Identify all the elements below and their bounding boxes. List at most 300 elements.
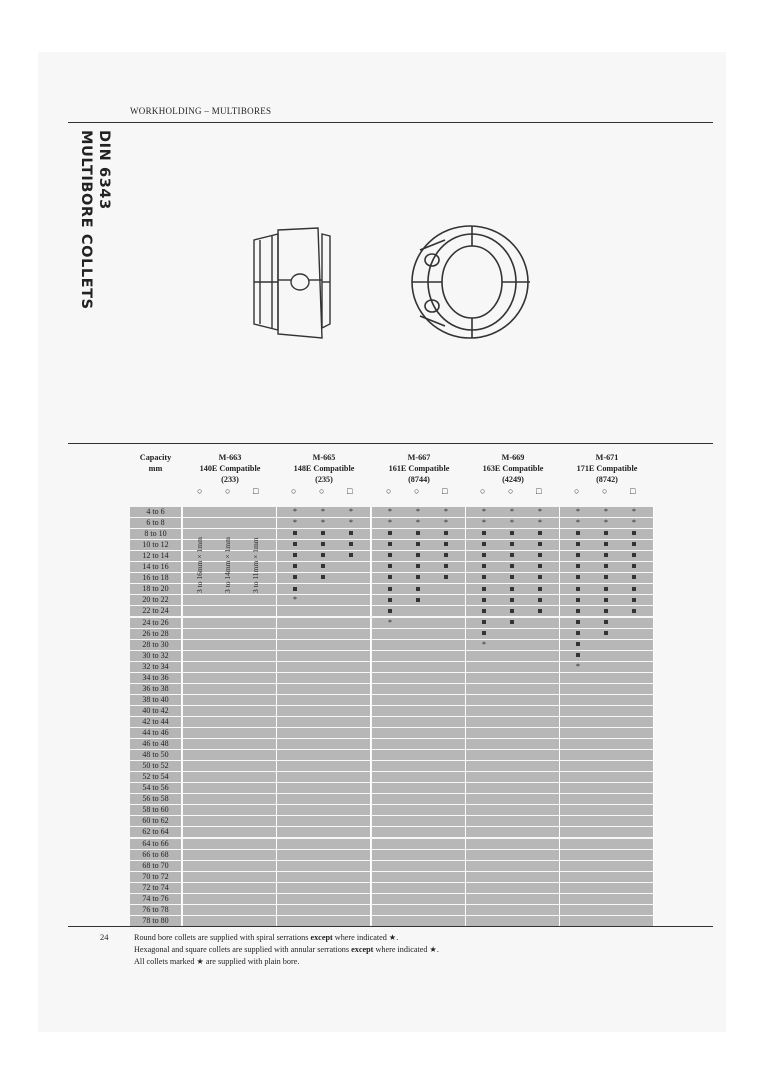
table-row: [130, 695, 654, 705]
square-mark: [576, 562, 580, 572]
square-bore-symbol: □: [630, 486, 636, 496]
square-mark: [538, 595, 542, 605]
group-header-m-669: [466, 452, 560, 485]
group-header-m-671: [560, 452, 654, 485]
square-mark: [293, 529, 297, 539]
star-mark: *: [510, 518, 514, 528]
group-cell: [560, 706, 654, 716]
group-header-m-667: [372, 452, 466, 485]
round-bore-symbol: ○: [480, 486, 486, 496]
square-mark: [388, 573, 392, 583]
group-cell: [372, 794, 466, 804]
capacity-cell: 72 to 74: [130, 883, 182, 893]
group-cell: [183, 850, 277, 860]
table-row: [130, 728, 654, 738]
star-mark: *: [538, 518, 542, 528]
square-mark: [632, 584, 636, 594]
square-mark: [632, 529, 636, 539]
group-cell: [372, 916, 466, 926]
capacity-cell: 22 to 24: [130, 606, 182, 616]
group-cell: [277, 861, 371, 871]
group-cell: [466, 805, 560, 815]
group-cell: [277, 684, 371, 694]
capacity-cell: 46 to 48: [130, 739, 182, 749]
round-bore-symbol: ○: [386, 486, 392, 496]
capacity-cell: 6 to 8: [130, 518, 182, 528]
round-bore-symbol: ○: [197, 486, 203, 496]
group-cell: [372, 618, 466, 628]
capacity-unit: mm: [148, 464, 163, 473]
group-cell: [372, 761, 466, 771]
star-mark: *: [510, 507, 514, 516]
capacity-header: [128, 452, 183, 474]
square-mark: [632, 595, 636, 605]
group-cell: [277, 662, 371, 672]
group-cell: [560, 894, 654, 904]
group-cell: [372, 651, 466, 661]
table-row: [130, 805, 654, 815]
group-cell: [560, 651, 654, 661]
group-cell: [466, 916, 560, 926]
capacity-cell: 44 to 46: [130, 728, 182, 738]
capacity-cell: 62 to 64: [130, 827, 182, 837]
star-mark: *: [293, 595, 297, 605]
group-cell: [183, 827, 277, 837]
group-cell: [560, 872, 654, 882]
capacity-cell: 36 to 38: [130, 684, 182, 694]
group-cell: [466, 905, 560, 915]
square-mark: [538, 540, 542, 550]
square-mark: [538, 584, 542, 594]
table-row: [130, 761, 654, 771]
square-mark: [416, 540, 420, 550]
table-row: [130, 750, 654, 760]
round-bore-symbol: ○: [291, 486, 297, 496]
table-row: [130, 518, 654, 528]
star-mark: *: [632, 507, 636, 516]
table-row: [130, 839, 654, 849]
group-cell: [277, 717, 371, 727]
group-cell: [372, 850, 466, 860]
square-mark: [293, 573, 297, 583]
square-mark: [482, 595, 486, 605]
round-bore-symbol: ○: [319, 486, 325, 496]
table-row: [130, 816, 654, 826]
square-mark: [388, 584, 392, 594]
table-row: [130, 706, 654, 716]
group-cell: [183, 706, 277, 716]
square-mark: [604, 551, 608, 561]
table-row: [130, 872, 654, 882]
group-cell: [560, 916, 654, 926]
group-cell: [560, 684, 654, 694]
group-cell: [183, 861, 277, 871]
square-mark: [604, 562, 608, 572]
square-mark: [576, 551, 580, 561]
group-cell: [466, 750, 560, 760]
group-cell: [560, 861, 654, 871]
group-cell: [277, 618, 371, 628]
star-mark: *: [444, 518, 448, 528]
square-mark: [321, 540, 325, 550]
table-row: [130, 783, 654, 793]
group-code: M-667: [407, 453, 431, 462]
square-mark: [576, 584, 580, 594]
group-cell: [183, 794, 277, 804]
group-cell: [183, 606, 277, 616]
m663-range-label: 3 to 16mm × 1mm: [195, 537, 204, 593]
square-mark: [388, 551, 392, 561]
square-mark: [510, 562, 514, 572]
star-mark: *: [293, 507, 297, 516]
square-bore-symbol: □: [253, 486, 259, 496]
group-cell: [372, 662, 466, 672]
capacity-cell: 10 to 12: [130, 540, 182, 550]
group-cell: [277, 772, 371, 782]
round-bore-symbol: ○: [602, 486, 608, 496]
group-cell: [466, 706, 560, 716]
square-mark: [604, 584, 608, 594]
group-cell: [183, 739, 277, 749]
group-cell: [277, 595, 371, 605]
group-cell: [277, 651, 371, 661]
square-mark: [321, 573, 325, 583]
table-row: [130, 827, 654, 837]
group-cell: [466, 651, 560, 661]
table-row: [130, 772, 654, 782]
group-cell: [560, 805, 654, 815]
group-cell: [183, 916, 277, 926]
note-round: Round bore collets are supplied with spiral serrations except where indicated ★.: [134, 933, 399, 942]
group-cell: [277, 606, 371, 616]
group-cell: [277, 761, 371, 771]
group-ref: (233): [221, 475, 239, 484]
square-mark: [482, 618, 486, 628]
group-cell: [372, 783, 466, 793]
group-cell: [183, 717, 277, 727]
capacity-cell: 26 to 28: [130, 629, 182, 639]
running-head: WORKHOLDING – MULTIBORES: [130, 106, 272, 116]
collet-illustration: [240, 220, 540, 350]
square-mark: [632, 606, 636, 616]
square-mark: [482, 540, 486, 550]
group-ref: (4249): [502, 475, 524, 484]
group-cell: [277, 816, 371, 826]
square-mark: [604, 629, 608, 639]
square-mark: [482, 562, 486, 572]
group-cell: [372, 717, 466, 727]
capacity-cell: 54 to 56: [130, 783, 182, 793]
square-mark: [604, 540, 608, 550]
group-cell: [372, 695, 466, 705]
capacity-cell: 42 to 44: [130, 717, 182, 727]
square-mark: [416, 529, 420, 539]
square-mark: [444, 540, 448, 550]
square-mark: [349, 529, 353, 539]
square-mark: [538, 551, 542, 561]
group-cell: [372, 805, 466, 815]
group-ref: (8742): [596, 475, 618, 484]
group-cell: [372, 606, 466, 616]
square-mark: [388, 562, 392, 572]
group-cell: [277, 916, 371, 926]
square-mark: [510, 606, 514, 616]
group-cell: [372, 839, 466, 849]
capacity-cell: 48 to 50: [130, 750, 182, 760]
group-ref: (8744): [408, 475, 430, 484]
table-row: [130, 883, 654, 893]
group-cell: [466, 794, 560, 804]
group-cell: [466, 640, 560, 650]
group-cell: [466, 861, 560, 871]
square-mark: [510, 595, 514, 605]
square-mark: [416, 595, 420, 605]
table-row: [130, 861, 654, 871]
square-mark: [321, 529, 325, 539]
capacity-cell: 32 to 34: [130, 662, 182, 672]
table-row: [130, 673, 654, 683]
star-mark: *: [482, 639, 486, 649]
capacity-cell: 50 to 52: [130, 761, 182, 771]
group-cell: [183, 518, 277, 528]
group-cell: [372, 894, 466, 904]
group-cell: [466, 816, 560, 826]
group-cell: [183, 772, 277, 782]
table-row: [130, 739, 654, 749]
group-code: M-669: [501, 453, 525, 462]
group-cell: [372, 816, 466, 826]
square-mark: [538, 573, 542, 583]
capacity-cell: 14 to 16: [130, 562, 182, 572]
group-cell: [560, 640, 654, 650]
table-row: [130, 640, 654, 650]
square-mark: [349, 551, 353, 561]
capacity-cell: 38 to 40: [130, 695, 182, 705]
table-row: [130, 794, 654, 804]
square-bore-symbol: □: [442, 486, 448, 496]
group-cell: [560, 673, 654, 683]
square-mark: [416, 573, 420, 583]
square-mark: [632, 562, 636, 572]
square-mark: [293, 551, 297, 561]
table-row: [130, 651, 654, 661]
group-cell: [466, 695, 560, 705]
table-row: [130, 905, 654, 915]
group-cell: [372, 640, 466, 650]
group-cell: [277, 905, 371, 915]
square-mark: [576, 595, 580, 605]
group-cell: [277, 695, 371, 705]
group-code: M-671: [595, 453, 619, 462]
group-cell: [277, 839, 371, 849]
square-mark: [576, 618, 580, 628]
table-top-rule: [68, 443, 713, 444]
square-mark: [482, 606, 486, 616]
group-cell: [183, 883, 277, 893]
square-mark: [388, 529, 392, 539]
group-cell: [560, 717, 654, 727]
square-mark: [510, 584, 514, 594]
round-bore-symbol: ○: [414, 486, 420, 496]
m663-range-label: 3 to 11mm × 1mm: [251, 537, 260, 593]
square-mark: [388, 540, 392, 550]
square-mark: [632, 573, 636, 583]
group-cell: [466, 728, 560, 738]
table-row: [130, 551, 654, 561]
collet-front-view: [412, 226, 530, 338]
group-cell: [466, 772, 560, 782]
group-cell: [372, 872, 466, 882]
capacity-cell: 58 to 60: [130, 805, 182, 815]
group-cell: [560, 905, 654, 915]
group-cell: [560, 695, 654, 705]
star-mark: *: [349, 518, 353, 528]
group-cell: [183, 595, 277, 605]
square-mark: [510, 551, 514, 561]
square-mark: [604, 618, 608, 628]
group-compat: 140E Compatible: [199, 464, 261, 473]
capacity-cell: 78 to 80: [130, 916, 182, 926]
capacity-cell: 30 to 32: [130, 651, 182, 661]
star-mark: *: [388, 617, 392, 627]
group-cell: [183, 662, 277, 672]
table-row: [130, 662, 654, 672]
group-cell: [277, 640, 371, 650]
square-mark: [349, 540, 353, 550]
star-mark: *: [576, 661, 580, 671]
capacity-cell: 28 to 30: [130, 640, 182, 650]
table-row: [130, 618, 654, 628]
square-mark: [444, 562, 448, 572]
group-cell: [277, 827, 371, 837]
title-line-1: MULTIBORE COLLETS: [78, 130, 94, 310]
group-cell: [372, 728, 466, 738]
group-cell: [277, 706, 371, 716]
square-mark: [293, 562, 297, 572]
square-mark: [482, 551, 486, 561]
footnotes: [134, 932, 439, 968]
table-row: [130, 584, 654, 594]
group-cell: [372, 739, 466, 749]
table-row: [130, 507, 654, 517]
group-cell: [183, 695, 277, 705]
square-mark: [576, 640, 580, 650]
group-cell: [183, 673, 277, 683]
star-mark: *: [576, 507, 580, 516]
group-cell: [560, 728, 654, 738]
square-mark: [576, 606, 580, 616]
capacity-cell: 56 to 58: [130, 794, 182, 804]
group-cell: [466, 783, 560, 793]
group-cell: [183, 507, 277, 517]
page-number: 24: [100, 932, 109, 942]
group-cell: [277, 883, 371, 893]
group-cell: [277, 728, 371, 738]
note-hex-square: Hexagonal and square collets are supplied with annular serrations except where indicated ★.: [134, 945, 439, 954]
square-mark: [604, 573, 608, 583]
group-cell: [372, 750, 466, 760]
capacity-cell: 16 to 18: [130, 573, 182, 583]
group-cell: [560, 794, 654, 804]
table-row: [130, 595, 654, 605]
capacity-cell: 60 to 62: [130, 816, 182, 826]
star-mark: *: [293, 518, 297, 528]
capacity-cell: 40 to 42: [130, 706, 182, 716]
table-row: [130, 894, 654, 904]
star-mark: *: [482, 518, 486, 528]
square-mark: [416, 584, 420, 594]
star-mark: *: [388, 507, 392, 516]
group-cell: [183, 728, 277, 738]
star-mark: *: [349, 507, 353, 516]
table-row: [130, 684, 654, 694]
round-bore-symbol: ○: [225, 486, 231, 496]
group-cell: [183, 894, 277, 904]
capacity-cell: 64 to 66: [130, 839, 182, 849]
square-mark: [576, 529, 580, 539]
group-cell: [560, 883, 654, 893]
square-bore-symbol: □: [536, 486, 542, 496]
table-row: [130, 540, 654, 550]
group-cell: [277, 894, 371, 904]
group-cell: [372, 673, 466, 683]
table-row: [130, 916, 654, 926]
group-cell: [372, 684, 466, 694]
square-mark: [538, 529, 542, 539]
note-plain-bore: All collets marked ★ are supplied with plain bore.: [134, 957, 300, 966]
square-mark: [576, 573, 580, 583]
square-mark: [482, 629, 486, 639]
group-cell: [277, 850, 371, 860]
group-compat: 171E Compatible: [576, 464, 638, 473]
group-cell: [560, 772, 654, 782]
group-cell: [183, 750, 277, 760]
table-row: [130, 529, 654, 539]
square-mark: [604, 595, 608, 605]
group-cell: [560, 783, 654, 793]
group-cell: [372, 772, 466, 782]
group-cell: [466, 673, 560, 683]
group-cell: [277, 783, 371, 793]
group-cell: [183, 640, 277, 650]
square-mark: [510, 540, 514, 550]
star-mark: *: [388, 518, 392, 528]
group-cell: [560, 850, 654, 860]
square-mark: [293, 540, 297, 550]
square-mark: [632, 540, 636, 550]
group-cell: [183, 872, 277, 882]
group-cell: [183, 905, 277, 915]
group-cell: [372, 827, 466, 837]
capacity-cell: 70 to 72: [130, 872, 182, 882]
group-cell: [466, 684, 560, 694]
square-mark: [576, 540, 580, 550]
capacity-cell: 74 to 76: [130, 894, 182, 904]
capacity-cell: 24 to 26: [130, 618, 182, 628]
group-cell: [183, 618, 277, 628]
group-cell: [277, 794, 371, 804]
m663-range-label: 3 to 14mm × 1mm: [223, 537, 232, 593]
group-cell: [183, 816, 277, 826]
square-mark: [576, 651, 580, 661]
group-cell: [466, 839, 560, 849]
group-cell: [277, 673, 371, 683]
group-cell: [277, 872, 371, 882]
table-row: [130, 573, 654, 583]
group-cell: [560, 816, 654, 826]
capacity-cell: 20 to 22: [130, 595, 182, 605]
star-mark: *: [576, 518, 580, 528]
